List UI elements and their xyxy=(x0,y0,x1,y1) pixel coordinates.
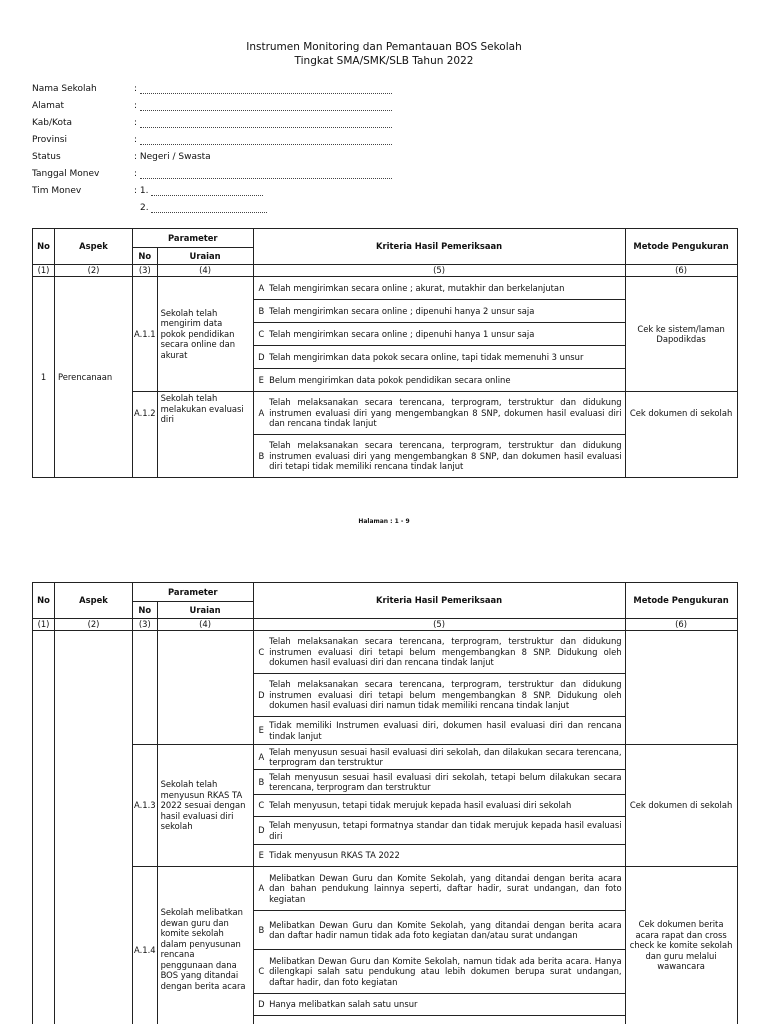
header-metode: Metode Pengukuran xyxy=(625,229,737,265)
param-uraian: Sekolah telah melakukan evaluasi diri xyxy=(157,392,253,478)
criteria-text-blank xyxy=(267,1016,625,1024)
header-kriteria: Kriteria Hasil Pemeriksaan xyxy=(253,583,625,619)
colon: : xyxy=(134,118,138,128)
metode-text: Cek dokumen berita acara rapat dan cross check ke komite sekolah dan guru melalui wawancara xyxy=(625,867,737,1024)
criteria-text: Telah menyusun, tetapi tidak merujuk kepada hasil evaluasi diri sekolah xyxy=(267,795,625,817)
page-footer: Halaman : 1 - 9 xyxy=(358,518,410,525)
criteria-text: Melibatkan Dewan Guru dan Komite Sekolah, yang ditandai dengan berita acara dan bahan pendukung lainnya seperti, daftar hadir, surat undangan, dan foto kegiatan xyxy=(267,867,625,911)
header-aspek: Aspek xyxy=(55,583,133,619)
colnum-2: (2) xyxy=(55,265,133,277)
document-page-1 xyxy=(0,0,768,490)
param-uraian: Sekolah telah menyusun RKAS TA 2022 sesuai dengan hasil evaluasi diri sekolah xyxy=(157,745,253,867)
colon: : xyxy=(134,169,138,179)
field-kab-kota xyxy=(134,118,392,128)
row-no: 1 xyxy=(33,277,55,478)
criteria-letter: D xyxy=(253,994,267,1016)
colon: : xyxy=(134,101,138,111)
param-uraian: Sekolah melibatkan dewan guru dan komite sekolah dalam penyusunan rencana penggunaan dana BOS yang ditandai dengan berita acara xyxy=(157,867,253,1024)
header-parameter: Parameter xyxy=(133,583,254,602)
label-provinsi: Provinsi xyxy=(32,135,67,145)
criteria-letter: A xyxy=(253,392,267,435)
colnum-5: (5) xyxy=(253,619,625,631)
tim-1-label: : 1. xyxy=(134,186,149,196)
header-param-no: No xyxy=(133,248,158,265)
criteria-text: Telah mengirimkan secara online ; dipenuhi hanya 2 unsur saja xyxy=(267,300,625,323)
colnum-3: (3) xyxy=(133,619,158,631)
colon: : xyxy=(134,84,138,94)
criteria-letter: E xyxy=(253,369,267,392)
criteria-text: Telah mengirimkan secara online ; dipenuhi hanya 1 unsur saja xyxy=(267,323,625,346)
criteria-text: Telah menyusun sesuai hasil evaluasi diri sekolah, dan dilakukan secara terencana, terprogram dan terstruktur xyxy=(267,745,625,770)
header-param-uraian: Uraian xyxy=(157,248,253,265)
param-code: A.1.3 xyxy=(133,745,158,867)
colnum-5: (5) xyxy=(253,265,625,277)
header-no: No xyxy=(33,229,55,265)
label-kab-kota: Kab/Kota xyxy=(32,118,73,128)
criteria-text: Telah melaksanakan secara terencana, terprogram, terstruktur dan didukung instrumen evaluasi diri yang mengembangkan 8 SNP, dan dokumen hasil evaluasi diri tetapi tidak memiliki rencana tindak lanjut xyxy=(267,435,625,478)
title-line-2: Tingkat SMA/SMK/SLB Tahun 2022 xyxy=(294,55,474,67)
criteria-text: Telah melaksanakan secara terencana, terprogram, terstruktur dan didukung instrumen evaluasi diri tetapi belum mengembangkan 8 SNP. Didukung oleh dokumen hasil evaluasi diri namun tidak memiliki rencana tindak lanjut xyxy=(267,674,625,717)
param-code: A.1.2 xyxy=(133,392,158,478)
param-code: A.1.4 xyxy=(133,867,158,1024)
tim-2-label: 2. xyxy=(140,203,149,213)
param-code-cont xyxy=(133,631,158,745)
criteria-text: Telah menyusun, tetapi formatnya standar dan tidak merujuk kepada hasil evaluasi diri xyxy=(267,817,625,845)
criteria-letter: B xyxy=(253,300,267,323)
colon: : xyxy=(134,135,138,145)
header-param-no: No xyxy=(133,602,158,619)
criteria-letter: B xyxy=(253,911,267,950)
label-tim-monev: Tim Monev xyxy=(32,186,82,196)
criteria-text: Tidak menyusun RKAS TA 2022 xyxy=(267,845,625,867)
header-metode: Metode Pengukuran xyxy=(625,583,737,619)
criteria-text: Telah mengirimkan secara online ; akurat, mutakhir dan berkelanjutan xyxy=(267,277,625,300)
criteria-text: Telah menyusun sesuai hasil evaluasi diri sekolah, tetapi belum dilakukan secara terencana, terprogram dan terstruktur xyxy=(267,770,625,795)
metode-cont xyxy=(625,631,737,745)
metode-text: Cek dokumen di sekolah xyxy=(625,392,737,478)
criteria-letter: C xyxy=(253,323,267,346)
document-page-2 xyxy=(0,560,768,1024)
criteria-letter: C xyxy=(253,795,267,817)
criteria-letter: A xyxy=(253,745,267,770)
criteria-letter: E xyxy=(253,717,267,745)
row-no-cont xyxy=(33,631,55,1024)
colnum-4: (4) xyxy=(157,265,253,277)
colnum-2: (2) xyxy=(55,619,133,631)
title-line-1: Instrumen Monitoring dan Pemantauan BOS Sekolah xyxy=(246,41,522,53)
label-alamat: Alamat xyxy=(32,101,64,111)
label-status: Status xyxy=(32,152,61,162)
field-alamat xyxy=(134,101,392,111)
criteria-text: Telah melaksanakan secara terencana, terprogram, terstruktur dan didukung instrumen evaluasi diri tetapi belum mengembangkan 8 SNP. Didukung oleh dokumen hasil evaluasi diri dan rencana tindak lanjut xyxy=(267,631,625,674)
colnum-6: (6) xyxy=(625,619,737,631)
document-title xyxy=(0,40,768,68)
colnum-3: (3) xyxy=(133,265,158,277)
metode-text: Cek dokumen di sekolah xyxy=(625,745,737,867)
criteria-letter: A xyxy=(253,277,267,300)
label-tanggal-monev: Tanggal Monev xyxy=(32,169,100,179)
param-uraian: Sekolah telah mengirim data pokok pendidikan secara online dan akurat xyxy=(157,277,253,392)
colnum-1: (1) xyxy=(33,265,55,277)
header-parameter: Parameter xyxy=(133,229,254,248)
criteria-letter: D xyxy=(253,674,267,717)
criteria-letter: A xyxy=(253,867,267,911)
criteria-letter: C xyxy=(253,950,267,994)
criteria-letter: E xyxy=(253,845,267,867)
param-uraian-cont xyxy=(157,631,253,745)
field-tim-monev-1 xyxy=(134,186,263,196)
metode-text: Cek ke sistem/laman Dapodikdas xyxy=(625,277,737,392)
field-provinsi xyxy=(134,135,392,145)
field-nama-sekolah xyxy=(134,84,392,94)
field-status: : Negeri / Swasta xyxy=(134,152,211,162)
criteria-text: Tidak memiliki Instrumen evaluasi diri, dokumen hasil evaluasi diri dan rencana tindak lanjut xyxy=(267,717,625,745)
header-no: No xyxy=(33,583,55,619)
colnum-6: (6) xyxy=(625,265,737,277)
monitoring-table-page-2 xyxy=(32,582,738,1024)
criteria-text: Belum mengirimkan data pokok pendidikan secara online xyxy=(267,369,625,392)
criteria-text: Melibatkan Dewan Guru dan Komite Sekolah, yang ditandai dengan berita acara dan daftar hadir namun tidak ada foto kegiatan dan/atau surat undangan xyxy=(267,911,625,950)
criteria-letter: C xyxy=(253,631,267,674)
row-aspek: Perencanaan xyxy=(55,277,133,478)
row-aspek-cont xyxy=(55,631,133,1024)
criteria-text: Hanya melibatkan salah satu unsur xyxy=(267,994,625,1016)
criteria-text: Melibatkan Dewan Guru dan Komite Sekolah, namun tidak ada berita acara. Hanya dilengkapi salah satu pendukung atau lebih dokumen berupa surat undangan, daftar hadir, dan foto kegiatan xyxy=(267,950,625,994)
field-tim-monev-2 xyxy=(140,203,267,213)
criteria-text: Telah melaksanakan secara terencana, terprogram, terstruktur dan didukung instrumen evaluasi diri yang mengembangkan 8 SNP, dokumen hasil evaluasi diri dan rencana tindak lanjut xyxy=(267,392,625,435)
criteria-letter: D xyxy=(253,346,267,369)
page-gap xyxy=(0,490,768,560)
colnum-4: (4) xyxy=(157,619,253,631)
monitoring-table-page-1 xyxy=(32,228,738,478)
param-code: A.1.1 xyxy=(133,277,158,392)
header-kriteria: Kriteria Hasil Pemeriksaan xyxy=(253,229,625,265)
header-param-uraian: Uraian xyxy=(157,602,253,619)
field-tanggal-monev xyxy=(134,169,392,179)
label-nama-sekolah: Nama Sekolah xyxy=(32,84,97,94)
criteria-letter: B xyxy=(253,435,267,478)
criteria-letter: B xyxy=(253,770,267,795)
criteria-letter-blank xyxy=(253,1016,267,1024)
criteria-letter: D xyxy=(253,817,267,845)
criteria-text: Telah mengirimkan data pokok secara online, tapi tidak memenuhi 3 unsur xyxy=(267,346,625,369)
header-aspek: Aspek xyxy=(55,229,133,265)
colnum-1: (1) xyxy=(33,619,55,631)
